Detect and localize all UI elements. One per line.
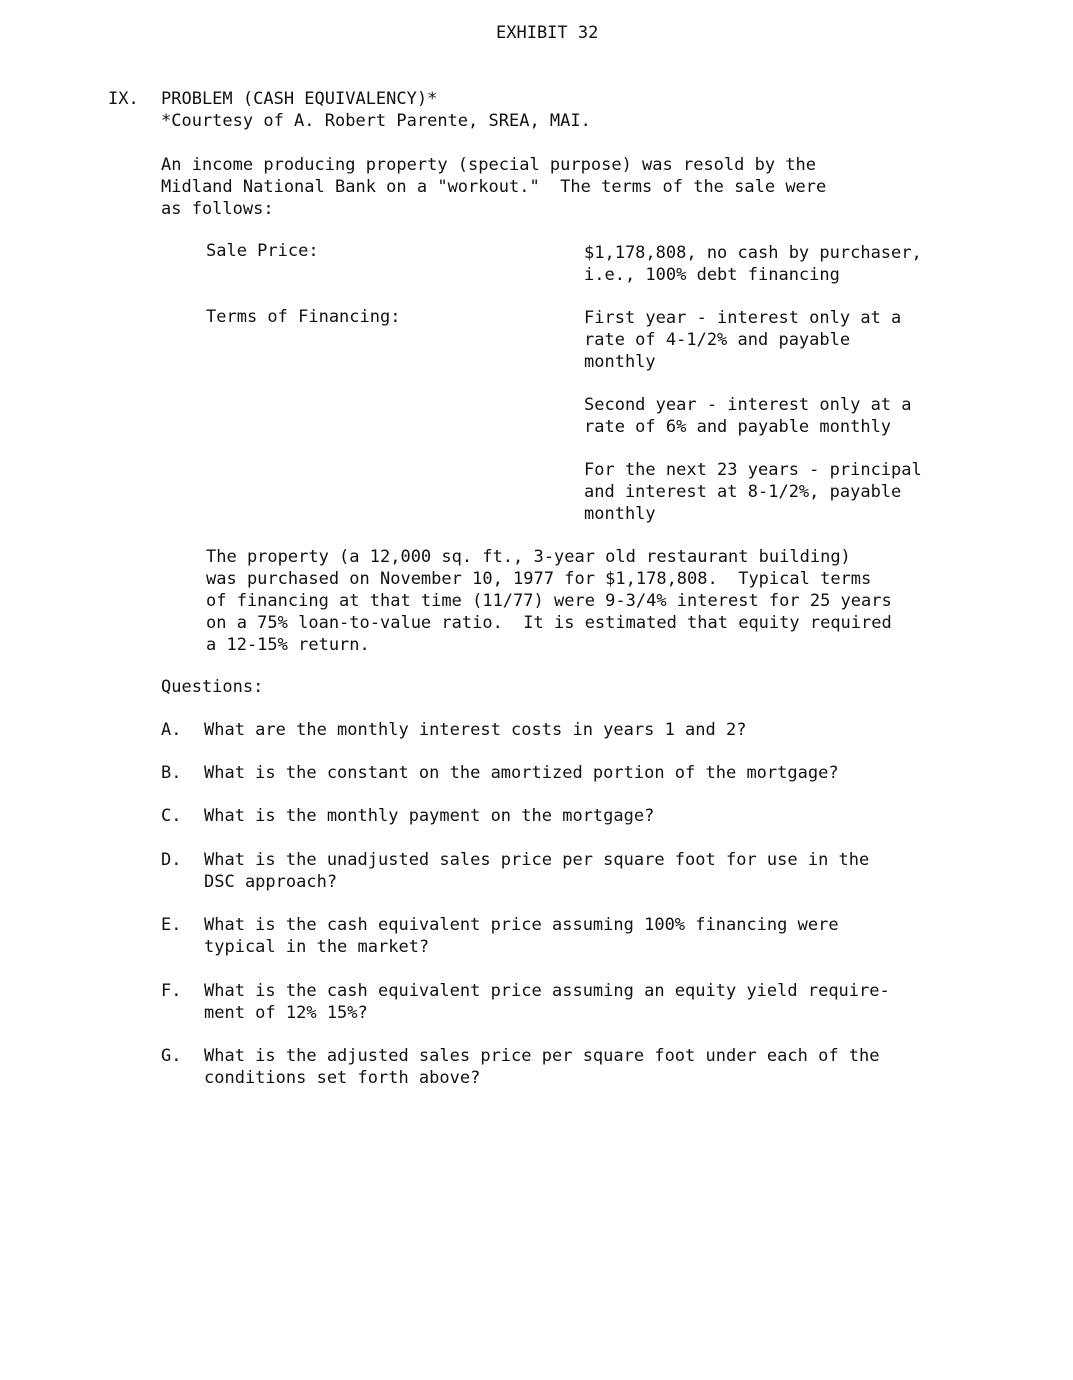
question-letter: A.: [161, 720, 182, 740]
first-year-line: rate of 4-1/2% and payable: [584, 330, 851, 350]
question-text: typical in the market?: [204, 937, 430, 957]
question-letter: F.: [161, 981, 182, 1001]
second-year-line: Second year - interest only at a: [584, 395, 912, 415]
sale-price-value: [584, 242, 922, 286]
next-years-line: For the next 23 years - principal: [584, 460, 922, 480]
section-number: IX.: [108, 89, 139, 109]
section-courtesy: *Courtesy of A. Robert Parente, SREA, MAI.: [161, 111, 591, 131]
financing-second-year: [584, 394, 912, 438]
question-text: What is the cash equivalent price assuming an equity yield require-: [204, 981, 890, 1001]
question-text: ment of 12% 15%?: [204, 1003, 368, 1023]
question-letter: C.: [161, 806, 182, 826]
financing-first-year: [584, 307, 901, 373]
section-title: PROBLEM (CASH EQUIVALENCY)*: [161, 89, 438, 109]
question-letter: D.: [161, 850, 182, 870]
financing-label: Terms of Financing:: [206, 307, 401, 327]
question-text: What is the unadjusted sales price per square foot for use in the: [204, 850, 870, 870]
intro-line: Midland National Bank on a "workout." The terms of the sale were: [161, 177, 827, 197]
question-text: What is the cash equivalent price assuming 100% financing were: [204, 915, 839, 935]
property-line: of financing at that time (11/77) were 9-3/4% interest for 25 years: [206, 591, 892, 611]
second-year-line: rate of 6% and payable monthly: [584, 417, 892, 437]
property-paragraph: [206, 546, 892, 656]
question-letter: E.: [161, 915, 182, 935]
question-letter: G.: [161, 1046, 182, 1066]
property-line: was purchased on November 10, 1977 for $1,178,808. Typical terms: [206, 569, 872, 589]
next-years-line: and interest at 8-1/2%, payable: [584, 482, 902, 502]
question-text: What is the constant on the amortized portion of the mortgage?: [204, 763, 839, 783]
property-line: a 12-15% return.: [206, 635, 370, 655]
question-text: conditions set forth above?: [204, 1068, 481, 1088]
property-line: on a 75% loan-to-value ratio. It is estimated that equity required: [206, 613, 892, 633]
sale-price-label: Sale Price:: [206, 241, 319, 261]
property-line: The property (a 12,000 sq. ft., 3-year old restaurant building): [206, 547, 851, 567]
sale-price-line: $1,178,808, no cash by purchaser,: [584, 243, 922, 263]
question-text: DSC approach?: [204, 872, 338, 892]
question-text: What is the adjusted sales price per square foot under each of the: [204, 1046, 880, 1066]
question-letter: B.: [161, 763, 182, 783]
intro-paragraph: [161, 154, 826, 220]
sale-price-line: i.e., 100% debt financing: [584, 265, 840, 285]
next-years-line: monthly: [584, 504, 656, 524]
question-text: What is the monthly payment on the mortgage?: [204, 806, 655, 826]
questions-heading: Questions:: [161, 677, 264, 697]
intro-line: as follows:: [161, 199, 274, 219]
financing-next-years: [584, 459, 922, 525]
intro-line: An income producing property (special purpose) was resold by the: [161, 155, 817, 175]
first-year-line: First year - interest only at a: [584, 308, 902, 328]
first-year-line: monthly: [584, 352, 656, 372]
question-text: What are the monthly interest costs in years 1 and 2?: [204, 720, 747, 740]
exhibit-label: EXHIBIT 32: [496, 23, 599, 43]
